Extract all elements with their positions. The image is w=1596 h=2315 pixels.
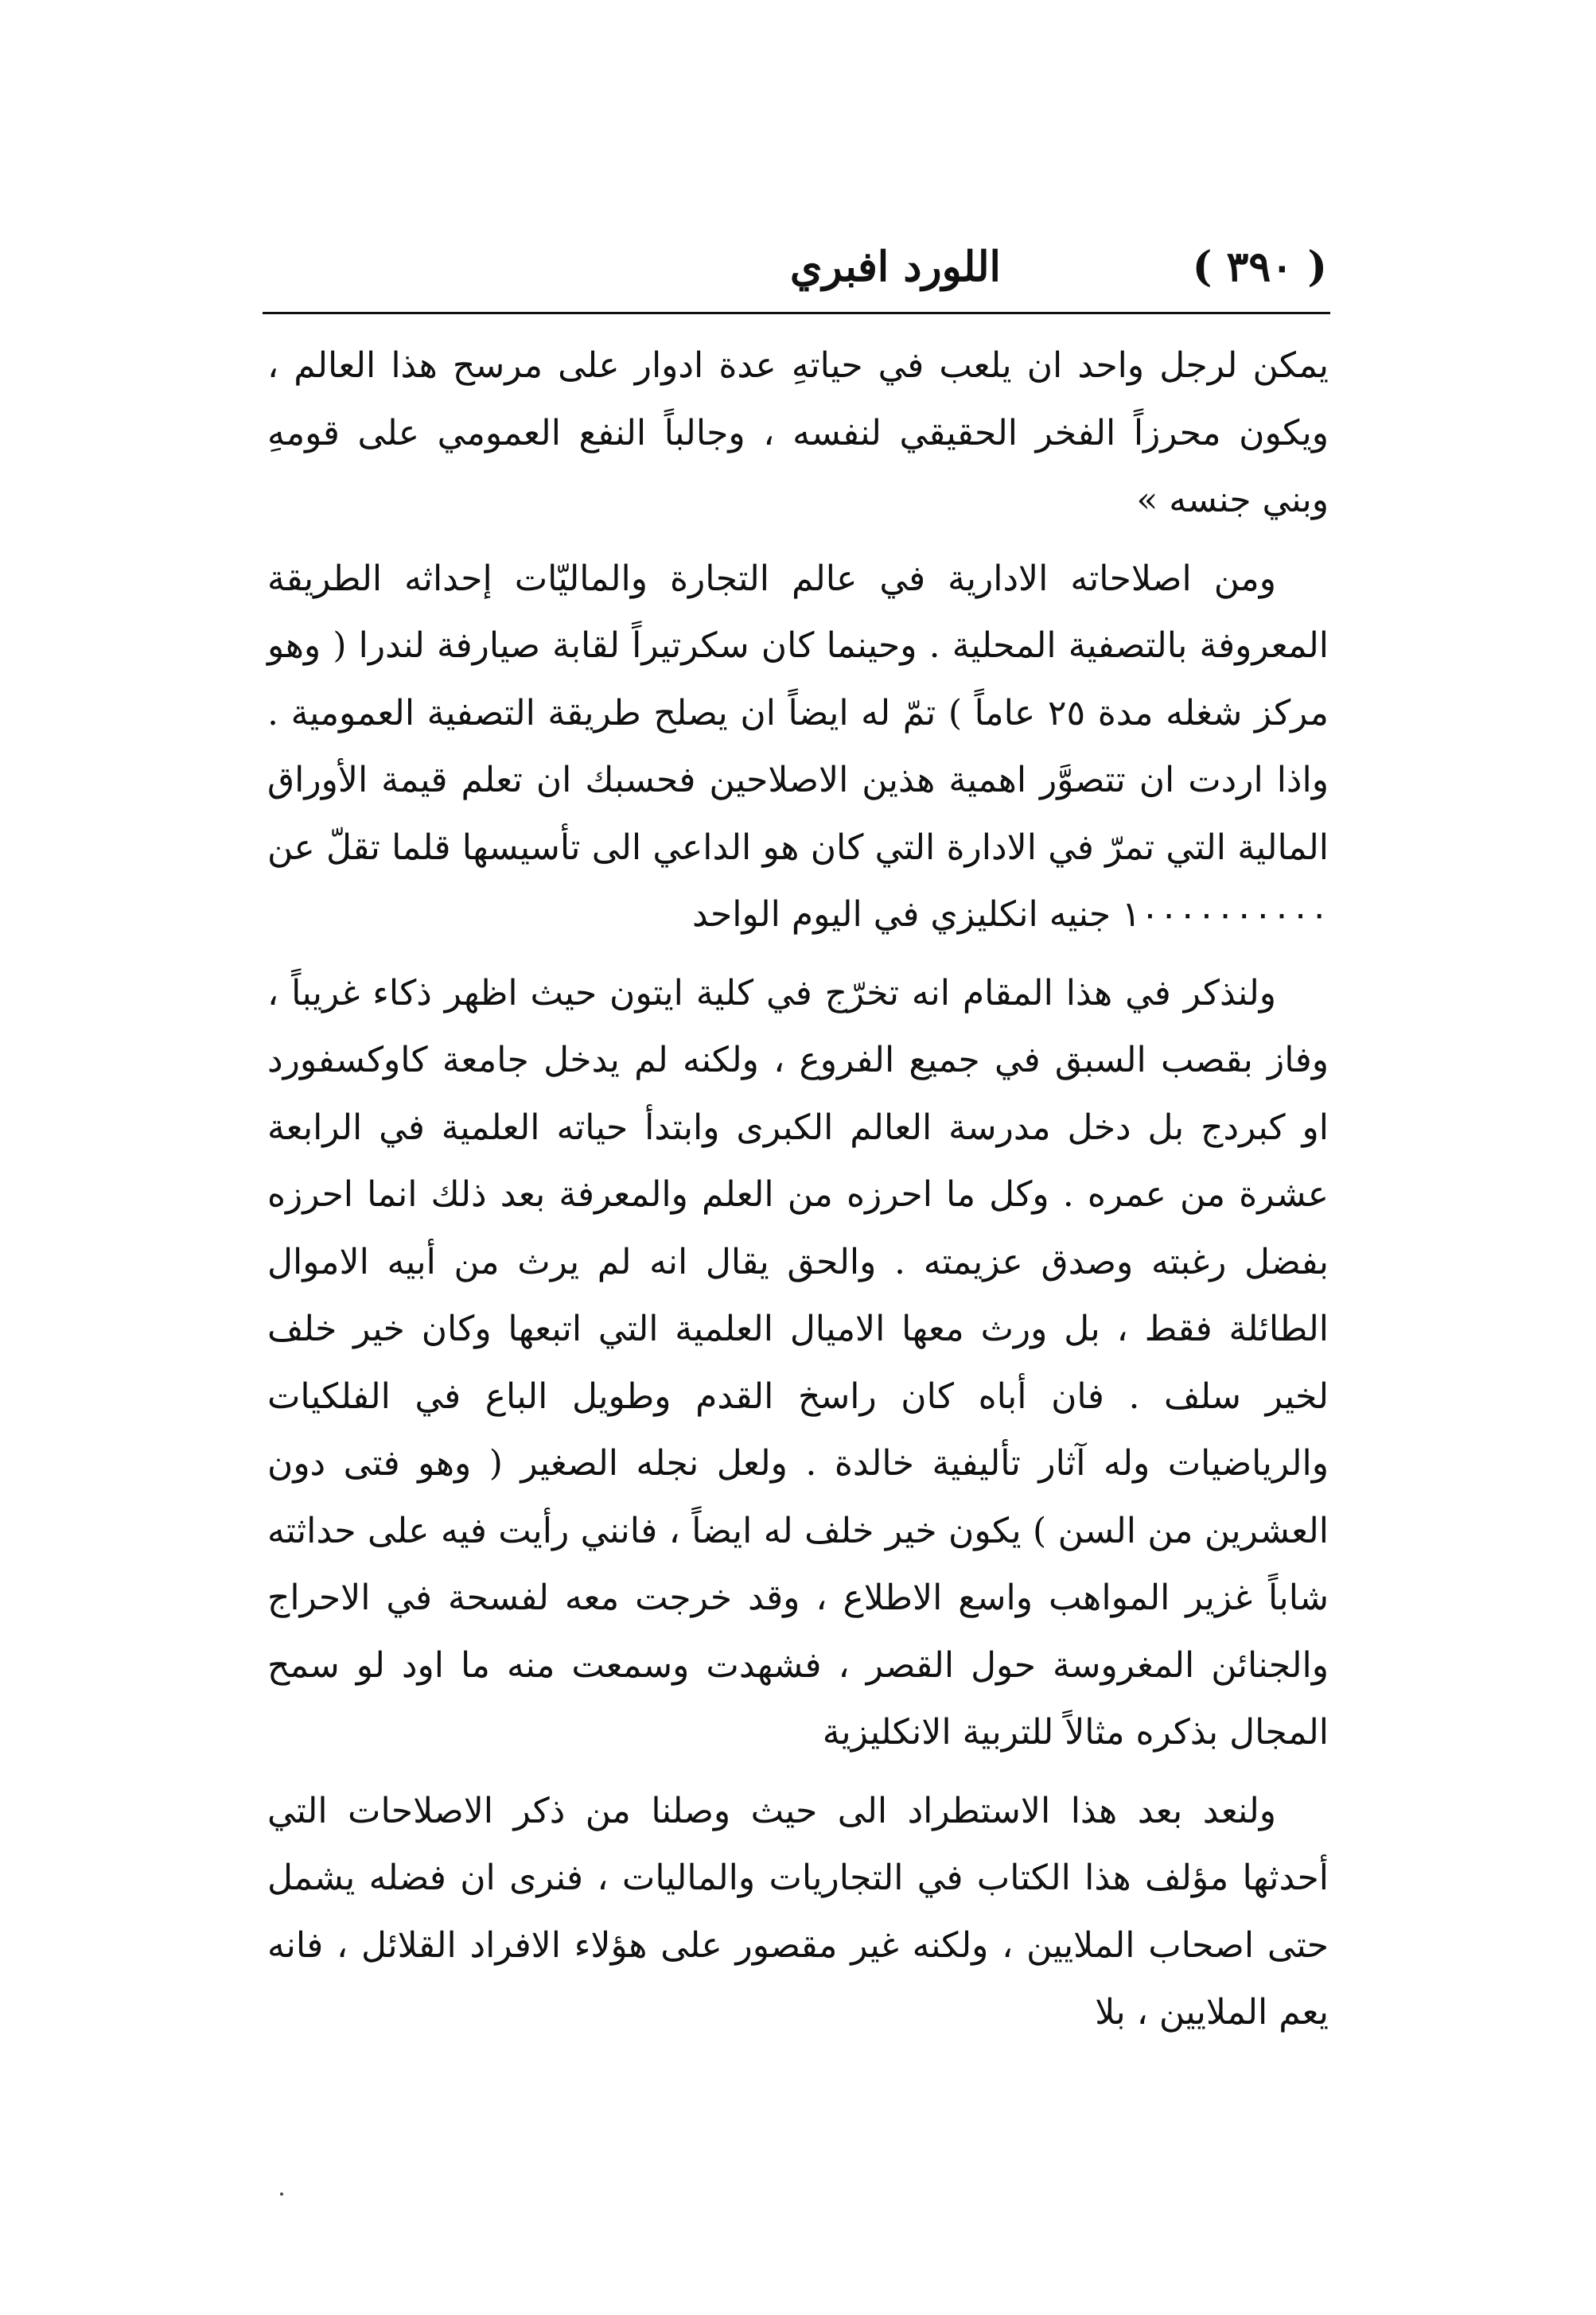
paragraph-2: ومن اصلاحاته الادارية في عالم التجارة والماليّات إحداثه الطريقة المعروفة بالتصفية المحلية . وحينما كان سكرتيراً لقابة صيارفة لندرا ( وهو مركز شغله مدة ٢٥ عاماً ) تمّ له ايضاً ان يصلح طريقة التصفية العمومية . واذا اردت ان تتصوَّر اهمية هذين الاصلاحين فحسبك ان تعلم قيمة الأوراق المالية التي تمرّ في الادارة التي كان هو الداعي الى تأسيسها قلما تقلّ عن ١٠٠٠٠٠٠٠٠٠٠ جنيه انكليزي في اليوم الواحد (267, 558, 1329, 935)
body-text (267, 333, 1329, 2047)
stray-mark (280, 2192, 283, 2196)
page-number: ( ٣٩٠ ) (1192, 243, 1327, 291)
running-title: اللورد افبري (789, 243, 1001, 291)
paragraph-4: ولنعد بعد هذا الاستطراد الى حيث وصلنا من ذكر الاصلاحات التي أحدثها مؤلف هذا الكتاب في التجاريات والماليات ، فنرى ان فضله يشمل حتى اصحاب الملايين ، ولكنه غير مقصور على هؤلاء الافراد القلائل ، فانه يعم الملايين ، بلا (267, 1790, 1329, 2033)
paragraph-1: يمكن لرجل واحد ان يلعب في حياتهِ عدة ادوار على مرسح هذا العالم ، ويكون محرزاً الفخر الحقيقي لنفسه ، وجالباً النفع العمومي على قومهِ وبني جنسه » (267, 345, 1329, 520)
running-header (269, 232, 1327, 305)
header-rule (263, 312, 1330, 314)
paragraph-3: ولنذكر في هذا المقام انه تخرّج في كلية ايتون حيث اظهر ذكاء غريباً ، وفاز بقصب السبق في جميع الفروع ، ولكنه لم يدخل جامعة كاوكسفورد او كبردج بل دخل مدرسة العالم الكبرى وابتدأ حياته العلمية في الرابعة عشرة من عمره . وكل ما احرزه من العلم والمعرفة بعد ذلك انما احرزه بفضل رغبته وصدق عزيمته . والحق يقال انه لم يرث من أبيه الاموال الطائلة فقط ، بل ورث معها الاميال العلمية التي اتبعها وكان خير خلف لخير سلف . فان أباه كان راسخ القدم وطويل الباع في الفلكيات والرياضيات وله آثار تأليفية خالدة . ولعل نجله الصغير ( وهو فتى دون العشرين من السن ) يكون خير خلف له ايضاً ، فانني رأيت فيه على حداثته شاباً غزير المواهب واسع الاطلاع ، وقد خرجت معه لفسحة في الاحراج والجنائن المغروسة حول القصر ، فشهدت وسمعت منه ما اود لو سمح المجال بذكره مثالاً للتربية الانكليزية (267, 972, 1329, 1753)
